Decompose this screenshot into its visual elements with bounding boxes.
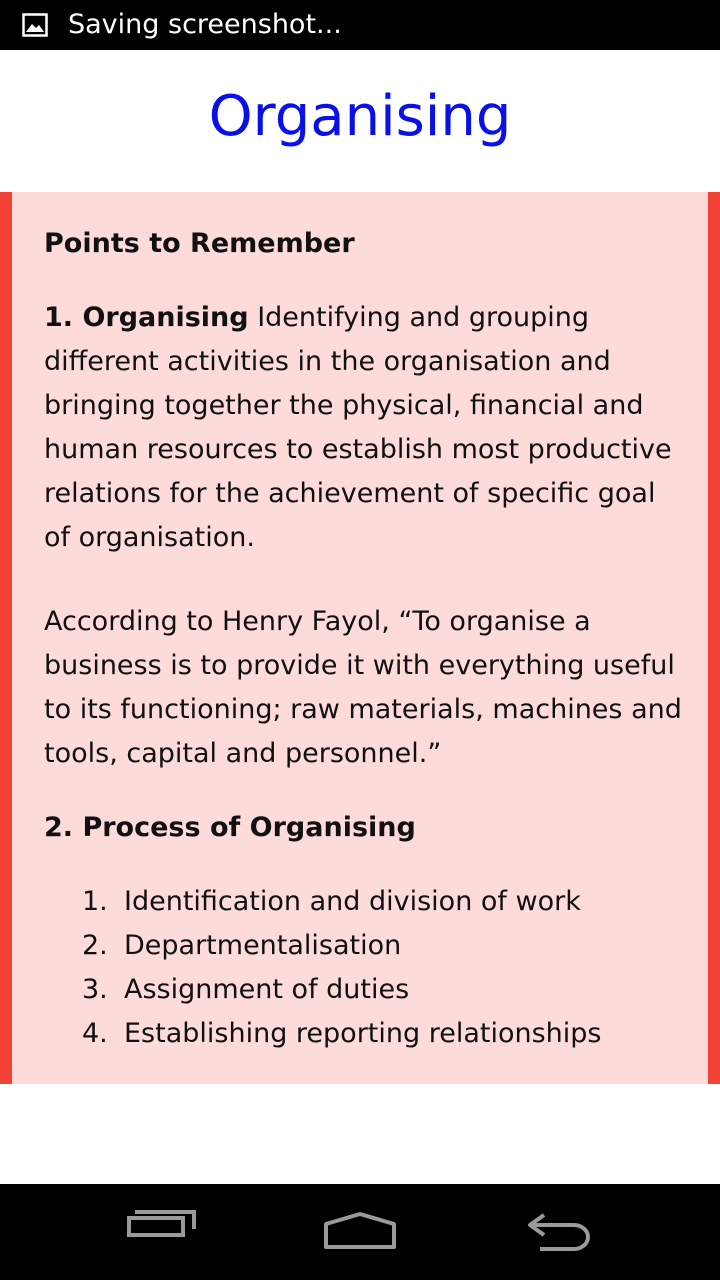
section-organising-line: different activities in the organisation and <box>44 346 611 377</box>
list-item-number: 2. <box>82 930 108 961</box>
section-organising-line: of organisation. <box>44 522 255 553</box>
section-organising-line <box>44 296 694 340</box>
list-item <box>44 968 694 1012</box>
list-item <box>44 1012 694 1056</box>
list-item-number: 4. <box>82 1018 108 1049</box>
points-heading: Points to Remember <box>44 228 355 259</box>
list-item-number: 1. <box>82 886 108 917</box>
list-item <box>44 924 694 968</box>
section-organising <box>44 296 694 560</box>
list-item-text: Assignment of duties <box>124 974 410 1005</box>
navigation-bar <box>0 1184 720 1280</box>
section-organising-line: relations for the achievement of specific goal <box>44 478 656 509</box>
home-icon[interactable] <box>312 1184 408 1280</box>
image-icon <box>22 13 48 37</box>
status-bar <box>0 0 720 50</box>
recent-apps-icon[interactable] <box>118 1184 208 1280</box>
process-heading: 2. Process of Organising <box>44 812 416 843</box>
section-organising-line: human resources to establish most productive <box>44 434 672 465</box>
list-item-text: Establishing reporting relationships <box>124 1018 602 1049</box>
section-organising-line: bringing together the physical, financial and <box>44 390 644 421</box>
section-organising-first-line: Identifying and grouping <box>248 302 589 333</box>
back-icon[interactable] <box>516 1184 606 1280</box>
list-item <box>44 880 694 924</box>
section-organising-lead: 1. Organising <box>44 302 249 333</box>
list-item-text: Departmentalisation <box>124 930 402 961</box>
quote-line: business is to provide it with everything useful <box>44 650 675 681</box>
page-title: Organising <box>208 84 512 149</box>
process-list <box>44 880 694 1056</box>
status-text: Saving screenshot... <box>68 9 342 40</box>
list-item-number: 3. <box>82 974 108 1005</box>
quote-line: tools, capital and personnel.” <box>44 738 442 769</box>
list-item-text: Identification and division of work <box>124 886 581 917</box>
fayol-quote <box>44 600 694 776</box>
quote-line: to its functioning; raw materials, machines and <box>44 694 682 725</box>
content-card <box>0 192 720 1084</box>
quote-line: According to Henry Fayol, “To organise a <box>44 606 591 637</box>
